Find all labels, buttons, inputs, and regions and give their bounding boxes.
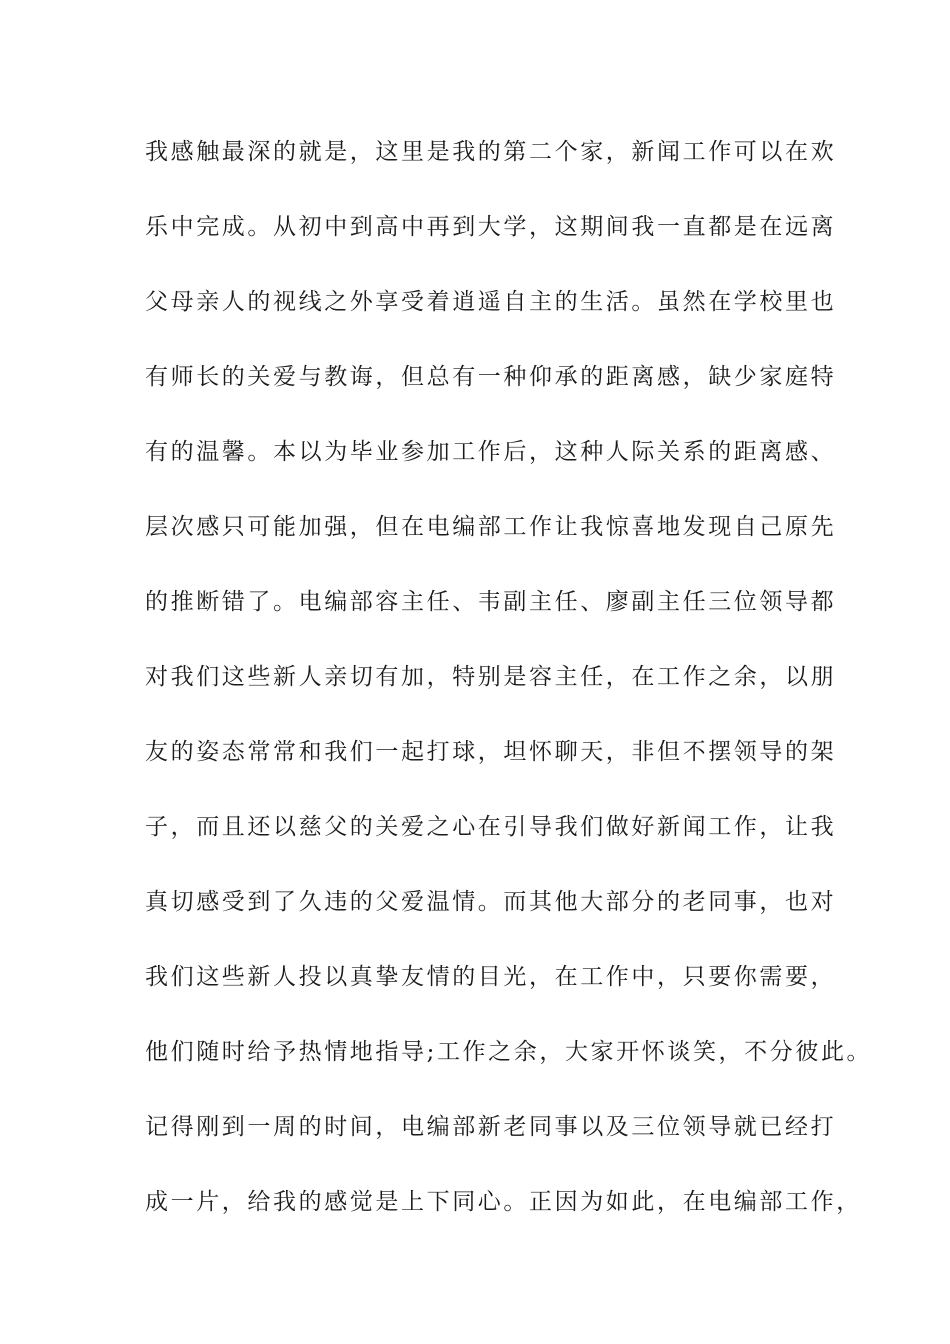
text-line: 他们随时给予热情地指导;工作之余，大家开怀谈笑，不分彼此。	[145, 1039, 873, 1065]
text-line: 父母亲人的视线之外享受着逍遥自主的生活。虽然在学校里也	[145, 289, 837, 315]
text-line: 真切感受到了久违的父爱温情。而其他大部分的老同事，也对	[145, 889, 837, 915]
text-line: 层次感只可能加强，但在电编部工作让我惊喜地发现自己原先	[145, 514, 837, 540]
text-line: 的推断错了。电编部容主任、韦副主任、廖副主任三位领导都	[145, 589, 837, 615]
text-line: 子，而且还以慈父的关爱之心在引导我们做好新闻工作，让我	[145, 814, 837, 840]
text-line: 成一片，给我的感觉是上下同心。正因为如此，在电编部工作，	[145, 1189, 862, 1215]
body-text	[145, 130, 873, 1255]
text-line: 有的温馨。本以为毕业参加工作后，这种人际关系的距离感、	[145, 439, 837, 465]
text-line: 我们这些新人投以真挚友情的目光，在工作中，只要你需要，	[145, 964, 837, 990]
text-line: 记得刚到一周的时间，电编部新老同事以及三位领导就已经打	[145, 1114, 837, 1140]
text-line: 友的姿态常常和我们一起打球，坦怀聊天，非但不摆领导的架	[145, 739, 837, 765]
text-line: 乐中完成。从初中到高中再到大学，这期间我一直都是在远离	[145, 214, 837, 240]
text-line: 我感触最深的就是，这里是我的第二个家，新闻工作可以在欢	[145, 139, 837, 165]
text-line: 对我们这些新人亲切有加，特别是容主任，在工作之余，以朋	[145, 664, 837, 690]
text-line: 有师长的关爱与教诲，但总有一种仰承的距离感，缺少家庭特	[145, 364, 837, 390]
